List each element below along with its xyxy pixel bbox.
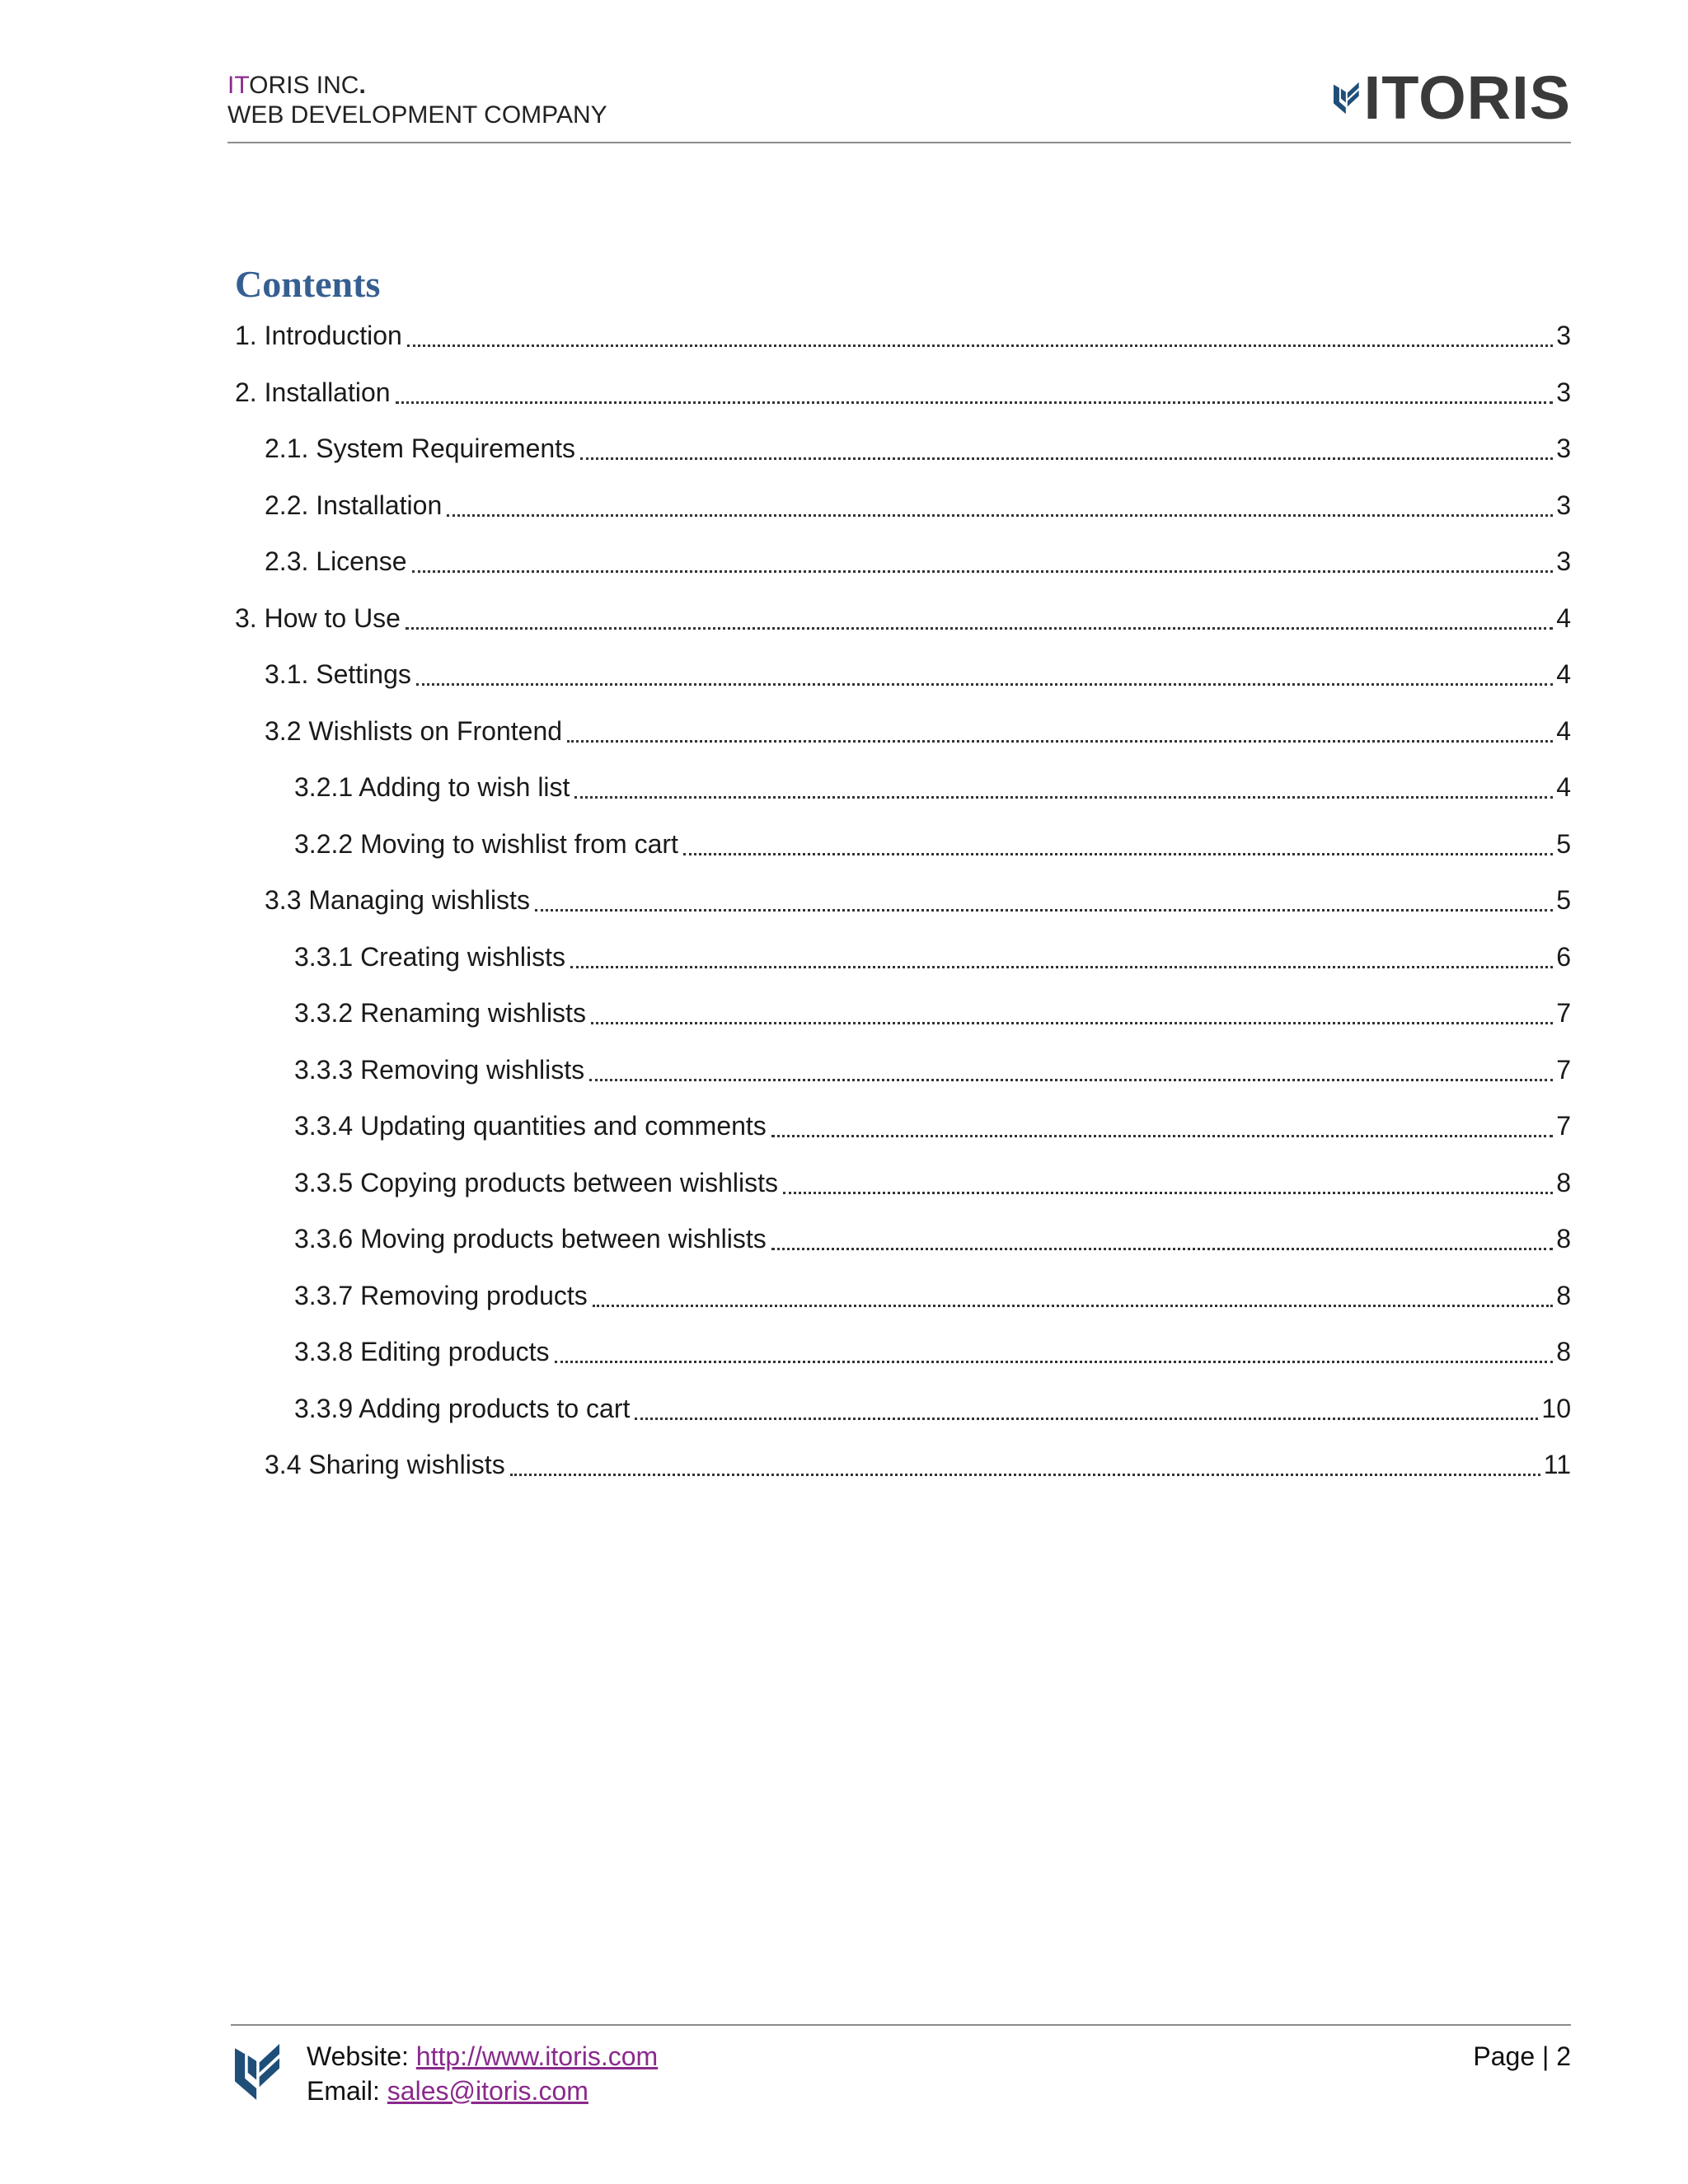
toc-dot-leader bbox=[407, 316, 1553, 355]
header-company bbox=[227, 71, 607, 130]
itoris-footer-mark-icon bbox=[232, 2044, 282, 2100]
toc-entry-label: 3.2.2 Moving to wishlist from cart bbox=[294, 828, 678, 859]
toc-entry-label: 3.1. Settings bbox=[265, 659, 411, 689]
toc-entry-label: 3.3.7 Removing products bbox=[294, 1280, 588, 1310]
toc-entry-label: 3.3.4 Updating quantities and comments bbox=[294, 1111, 767, 1141]
toc-entry-label: 3.2 Wishlists on Frontend bbox=[265, 715, 563, 746]
toc-dot-leader bbox=[416, 654, 1553, 694]
toc-entry-page: 5 bbox=[1556, 828, 1571, 859]
toc-entry[interactable] bbox=[235, 316, 1571, 373]
company-tagline: WEB DEVELOPMENT COMPANY bbox=[227, 101, 607, 129]
toc-entry-label: 2.1. System Requirements bbox=[265, 434, 576, 463]
toc-dot-leader bbox=[406, 598, 1553, 638]
toc-entry[interactable] bbox=[235, 654, 1571, 711]
toc-entry-label: 3.3 Managing wishlists bbox=[265, 885, 530, 915]
toc-entry[interactable] bbox=[235, 541, 1571, 598]
toc-entry-label: 3.3.5 Copying products between wishlists bbox=[294, 1167, 778, 1197]
toc-dot-leader bbox=[555, 1332, 1554, 1371]
toc-entry-page: 8 bbox=[1556, 1337, 1571, 1366]
toc-entry-label: 3.3.3 Removing wishlists bbox=[294, 1054, 585, 1085]
toc-entry-page: 7 bbox=[1556, 1054, 1571, 1085]
toc-entry[interactable] bbox=[235, 1445, 1571, 1502]
toc-dot-leader bbox=[570, 937, 1553, 977]
toc-entry-page: 7 bbox=[1556, 1111, 1571, 1141]
toc-dot-leader bbox=[447, 485, 1553, 525]
toc-entry-page: 4 bbox=[1556, 772, 1571, 802]
company-name-accent: IT bbox=[227, 72, 250, 99]
toc-entry-page: 6 bbox=[1556, 941, 1571, 972]
toc-entry-page: 10 bbox=[1541, 1393, 1571, 1423]
toc-entry[interactable] bbox=[235, 429, 1571, 485]
toc-dot-leader bbox=[771, 1106, 1553, 1146]
toc-entry-page: 8 bbox=[1556, 1280, 1571, 1310]
toc-title: Contents bbox=[235, 263, 381, 305]
toc-entry-page: 3 bbox=[1556, 377, 1571, 407]
toc-entry-label: 2.3. License bbox=[265, 546, 407, 576]
toc-entry[interactable] bbox=[235, 1276, 1571, 1333]
toc-entry-label: 3.3.8 Editing products bbox=[294, 1337, 550, 1366]
toc-entry[interactable] bbox=[235, 993, 1571, 1050]
toc-dot-leader bbox=[771, 1219, 1553, 1258]
toc-entry-label: 3.4 Sharing wishlists bbox=[265, 1450, 505, 1479]
toc-entry-page: 8 bbox=[1556, 1167, 1571, 1197]
toc-dot-leader bbox=[535, 880, 1553, 920]
toc-entry[interactable] bbox=[235, 1389, 1571, 1446]
toc-dot-leader bbox=[510, 1445, 1540, 1484]
toc-dot-leader bbox=[412, 541, 1554, 581]
toc-entry-page: 3 bbox=[1556, 434, 1571, 463]
company-name bbox=[227, 71, 607, 101]
toc-dot-leader bbox=[683, 824, 1553, 864]
footer-logo bbox=[232, 2044, 282, 2104]
toc-dot-leader bbox=[635, 1389, 1538, 1428]
table-of-contents bbox=[235, 316, 1571, 1502]
itoris-logo-text: ITORIS bbox=[1363, 63, 1571, 132]
toc-dot-leader bbox=[783, 1163, 1553, 1202]
toc-entry[interactable] bbox=[235, 880, 1571, 937]
toc-entry-page: 4 bbox=[1556, 602, 1571, 633]
toc-entry-label: 3.3.1 Creating wishlists bbox=[294, 941, 566, 972]
company-name-rest: ORIS INC bbox=[249, 72, 359, 99]
toc-entry[interactable] bbox=[235, 1050, 1571, 1107]
footer-contacts bbox=[307, 2039, 658, 2108]
toc-entry[interactable] bbox=[235, 937, 1571, 994]
toc-dot-leader bbox=[580, 429, 1553, 468]
footer-email-label: Email: bbox=[307, 2076, 387, 2106]
toc-entry[interactable] bbox=[235, 711, 1571, 768]
toc-dot-leader bbox=[591, 993, 1553, 1033]
toc-entry-page: 5 bbox=[1556, 885, 1571, 915]
toc-entry-page: 7 bbox=[1556, 998, 1571, 1028]
toc-entry-label: 2. Installation bbox=[235, 377, 391, 407]
footer-email-link[interactable]: sales@itoris.com bbox=[387, 2076, 588, 2106]
toc-entry[interactable] bbox=[235, 767, 1571, 824]
itoris-logo-mark-icon bbox=[1334, 66, 1359, 130]
toc-dot-leader bbox=[574, 767, 1553, 807]
footer-website-line bbox=[307, 2039, 658, 2074]
toc-entry[interactable] bbox=[235, 373, 1571, 429]
toc-entry-page: 3 bbox=[1556, 546, 1571, 576]
toc-entry-label: 3.3.6 Moving products between wishlists bbox=[294, 1224, 767, 1254]
itoris-logo bbox=[1334, 64, 1571, 132]
footer-divider bbox=[231, 2024, 1571, 2026]
toc-entry-page: 3 bbox=[1556, 321, 1571, 350]
toc-entry[interactable] bbox=[235, 1106, 1571, 1163]
footer-website-link[interactable]: http://www.itoris.com bbox=[415, 2041, 659, 2071]
page-number: Page | 2 bbox=[1473, 2041, 1571, 2071]
toc-dot-leader bbox=[589, 1050, 1553, 1090]
toc-entry-page: 8 bbox=[1556, 1224, 1571, 1254]
toc-entry[interactable] bbox=[235, 598, 1571, 655]
toc-entry-label: 1. Introduction bbox=[235, 321, 402, 350]
footer-website-label: Website: bbox=[307, 2041, 416, 2071]
toc-entry[interactable] bbox=[235, 485, 1571, 542]
toc-entry-page: 3 bbox=[1556, 490, 1571, 520]
toc-entry-page: 11 bbox=[1543, 1450, 1571, 1479]
toc-entry[interactable] bbox=[235, 1219, 1571, 1276]
toc-entry-label: 3.2.1 Adding to wish list bbox=[294, 772, 570, 802]
toc-entry-page: 4 bbox=[1556, 659, 1571, 689]
company-name-dot: . bbox=[359, 72, 366, 99]
toc-entry[interactable] bbox=[235, 1163, 1571, 1220]
toc-dot-leader bbox=[396, 373, 1554, 412]
toc-entry-label: 2.2. Installation bbox=[265, 490, 443, 520]
footer-email-line bbox=[307, 2074, 658, 2108]
toc-entry-page: 4 bbox=[1556, 715, 1571, 746]
toc-entry[interactable] bbox=[235, 824, 1571, 881]
header-divider bbox=[227, 142, 1571, 143]
toc-entry-label: 3.3.9 Adding products to cart bbox=[294, 1393, 631, 1423]
toc-entry-label: 3.3.2 Renaming wishlists bbox=[294, 998, 586, 1028]
toc-entry[interactable] bbox=[235, 1332, 1571, 1389]
toc-dot-leader bbox=[593, 1276, 1553, 1315]
toc-dot-leader bbox=[567, 711, 1553, 751]
toc-entry-label: 3. How to Use bbox=[235, 602, 401, 633]
